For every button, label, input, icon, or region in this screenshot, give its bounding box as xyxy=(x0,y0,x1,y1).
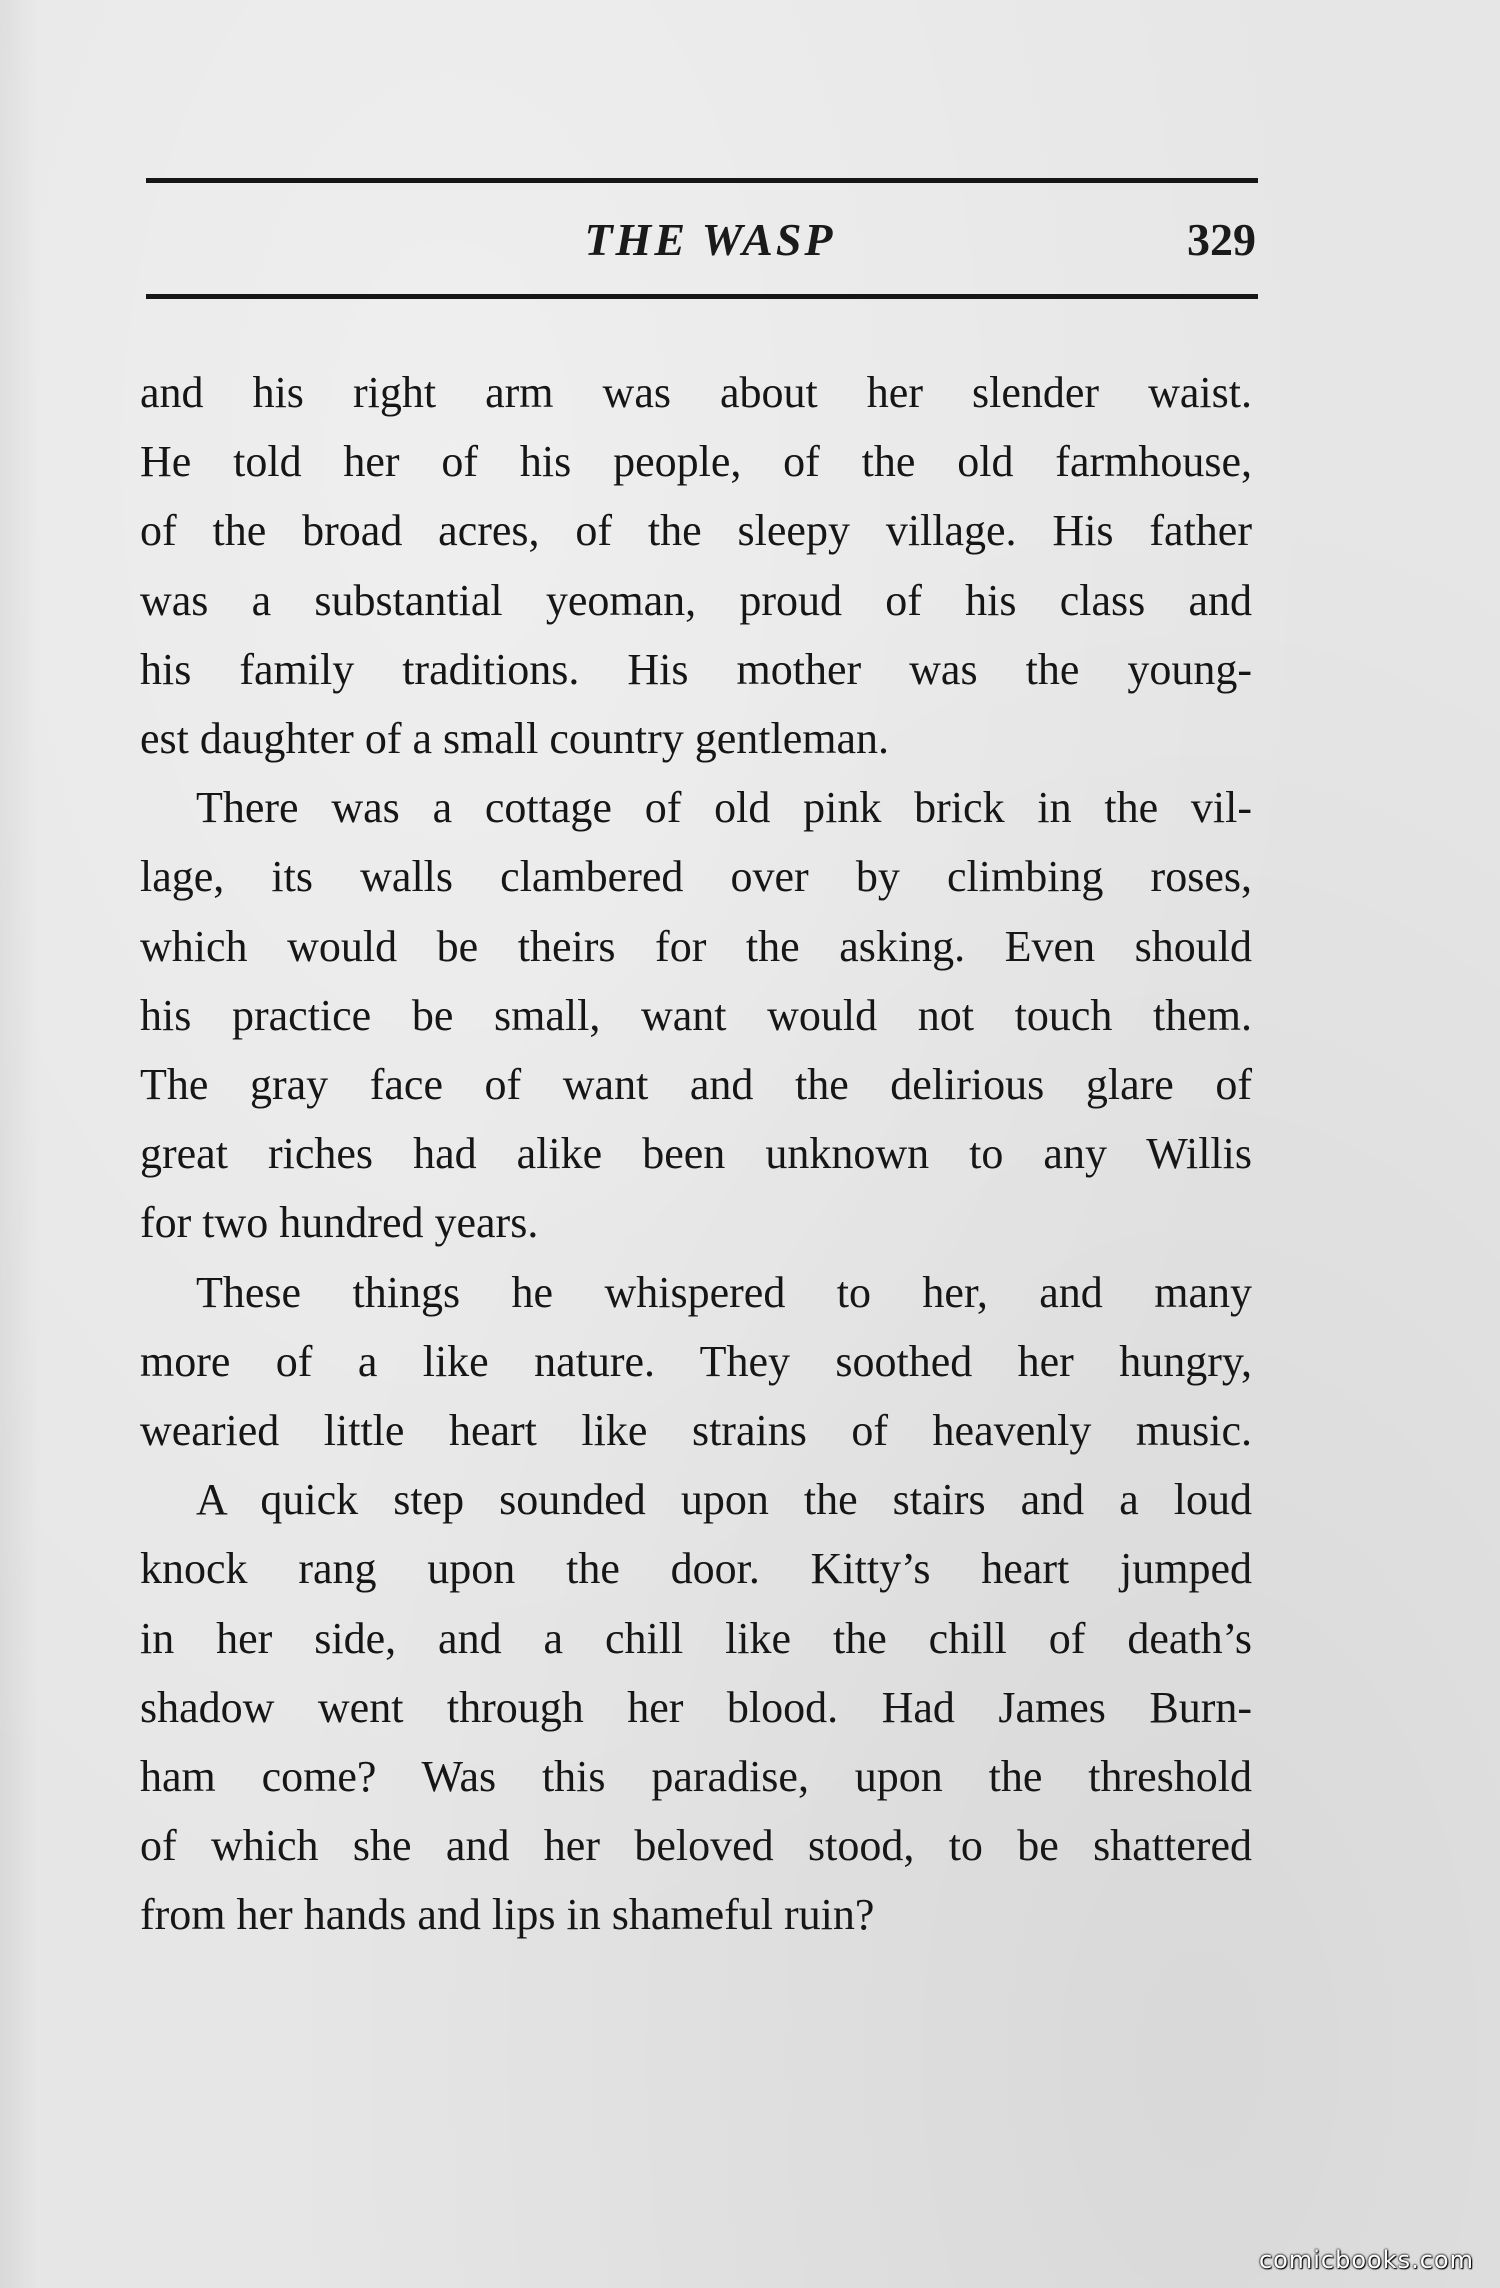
text-line: The gray face of want and the delirious glare of xyxy=(140,1060,1252,1110)
text-line: shadow went through her blood. Had James Burn- xyxy=(140,1682,1252,1732)
text-line: lage, its walls clambered over by climbing roses, xyxy=(140,852,1252,902)
text-line: est daughter of a small country gentleman. xyxy=(140,714,889,764)
text-line: which would be theirs for the asking. Even should xyxy=(140,921,1252,971)
text-line: A quick step sounded upon the stairs and a loud xyxy=(196,1475,1252,1525)
text-line: his family traditions. His mother was the young- xyxy=(140,644,1252,694)
text-line: These things he whispered to her, and many xyxy=(196,1267,1252,1317)
text-line: was a substantial yeoman, proud of his class and xyxy=(140,575,1252,625)
text-line: from her hands and lips in shameful ruin? xyxy=(140,1890,875,1940)
paragraph-1 xyxy=(140,358,1252,773)
text-line: There was a cottage of old pink brick in the vil- xyxy=(196,783,1252,833)
text-line: ham come? Was this paradise, upon the threshold xyxy=(140,1752,1252,1802)
text-line: in her side, and a chill like the chill of death’s xyxy=(140,1613,1252,1663)
text-line: his practice be small, want would not touch them. xyxy=(140,990,1252,1040)
watermark: comicbooks.com xyxy=(1258,2246,1474,2274)
text-line: for two hundred years. xyxy=(140,1198,539,1248)
paragraph-2 xyxy=(140,773,1252,1257)
page-number: 329 xyxy=(1187,214,1256,265)
text-line: wearied little heart like strains of heavenly music. xyxy=(140,1406,1252,1456)
text-line: He told her of his people, of the old farmhouse, xyxy=(140,437,1252,487)
text-line: and his right arm was about her slender waist. xyxy=(140,368,1252,417)
text-line: knock rang upon the door. Kitty’s heart jumped xyxy=(140,1544,1252,1594)
header-rule-bottom xyxy=(146,294,1258,299)
text-line: great riches had alike been unknown to any Willis xyxy=(140,1129,1252,1179)
body-text xyxy=(140,358,1252,1950)
text-line: of which she and her beloved stood, to be shattered xyxy=(140,1821,1252,1871)
running-head xyxy=(146,205,1258,275)
paragraph-3 xyxy=(140,1258,1252,1466)
text-line: more of a like nature. They soothed her hungry, xyxy=(140,1336,1252,1386)
header-rule-top xyxy=(146,178,1258,183)
text-line: of the broad acres, of the sleepy village. His father xyxy=(140,506,1252,556)
paragraph-4 xyxy=(140,1465,1252,1949)
running-title: THE WASP xyxy=(584,214,836,265)
